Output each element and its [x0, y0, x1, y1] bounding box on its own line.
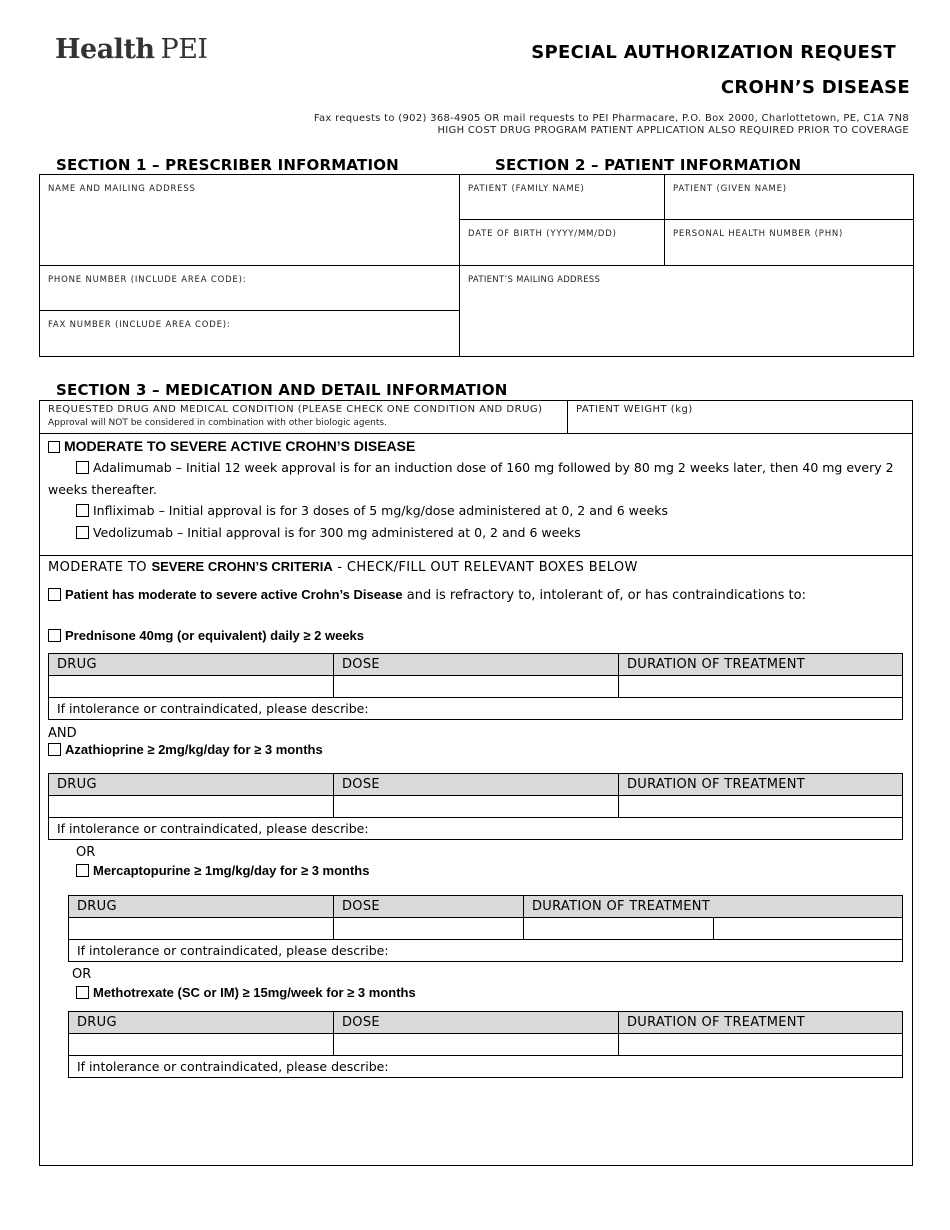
patient-mailing-address-field[interactable]: PATIENT’S MAILING ADDRESS	[468, 275, 601, 285]
azathioprine-option[interactable]: Azathioprine ≥ 2mg/kg/day for ≥ 3 months	[48, 742, 323, 757]
patient-criteria-option[interactable]: Patient has moderate to severe active Crohn’s Disease and is refractory to, intolerant of, or has contraindications to:	[48, 587, 806, 603]
methotrexate-option[interactable]: Methotrexate (SC or IM) ≥ 15mg/week for ≥ 3 months	[76, 985, 416, 1000]
drug-cell[interactable]	[69, 1034, 334, 1056]
col-drug: DRUG	[69, 896, 334, 918]
infliximab-option[interactable]: Infliximab – Initial approval is for 3 doses of 5 mg/kg/dose administered at 0, 2 and 6 weeks	[76, 503, 668, 518]
biologic-combination-note: Approval will NOT be considered in combination with other biologic agents.	[48, 418, 387, 428]
infliximab-checkbox[interactable]	[76, 504, 89, 517]
prescriber-name-address-field[interactable]: NAME AND MAILING ADDRESS	[48, 184, 196, 194]
col-dose: DOSE	[334, 896, 524, 918]
dose-cell[interactable]	[334, 918, 524, 940]
or-label-1: OR	[76, 845, 96, 860]
vedolizumab-checkbox[interactable]	[76, 526, 89, 539]
drug-cell[interactable]	[69, 918, 334, 940]
vedolizumab-option[interactable]: Vedolizumab – Initial approval is for 300 mg administered at 0, 2 and 6 weeks	[76, 525, 581, 540]
fax-instructions: Fax requests to (902) 368-4905 OR mail requests to PEI Pharmacare, P.O. Box 2000, Charlottetown, PE, C1A 7N8	[313, 113, 909, 124]
adalimumab-continuation: weeks thereafter.	[48, 482, 157, 497]
intolerance-field[interactable]: If intolerance or contraindicated, please describe:	[69, 940, 903, 962]
col-drug: DRUG	[49, 654, 334, 676]
criteria-heading: MODERATE TO SEVERE CROHN’S CRITERIA - CHECK/FILL OUT RELEVANT BOXES BELOW	[48, 559, 638, 575]
adalimumab-checkbox[interactable]	[76, 461, 89, 474]
prescriber-phone-field[interactable]: PHONE NUMBER (INCLUDE AREA CODE):	[48, 275, 247, 285]
duration-cell[interactable]	[619, 1034, 903, 1056]
col-duration: DURATION OF TREATMENT	[619, 654, 903, 676]
intolerance-field[interactable]: If intolerance or contraindicated, please describe:	[49, 698, 903, 720]
adalimumab-option[interactable]: Adalimumab – Initial 12 week approval is for an induction dose of 160 mg followed by 80 mg 2 weeks later, then 40 mg every 2	[76, 460, 894, 475]
section1-heading: SECTION 1 – PRESCRIBER INFORMATION	[56, 156, 399, 174]
or-label-2: OR	[72, 967, 92, 982]
methotrexate-table	[68, 1011, 903, 1078]
col-drug: DRUG	[49, 774, 334, 796]
mercaptopurine-checkbox[interactable]	[76, 864, 89, 877]
patient-given-name-field[interactable]: PATIENT (GIVEN NAME)	[673, 184, 787, 194]
col-dose: DOSE	[334, 1012, 619, 1034]
form-title: SPECIAL AUTHORIZATION REQUEST	[531, 42, 896, 63]
prednisone-option[interactable]: Prednisone 40mg (or equivalent) daily ≥ 2 weeks	[48, 628, 364, 643]
and-label: AND	[48, 726, 77, 741]
prednisone-table	[48, 653, 903, 720]
intolerance-field[interactable]: If intolerance or contraindicated, please describe:	[49, 818, 903, 840]
program-notice: HIGH COST DRUG PROGRAM PATIENT APPLICATION ALSO REQUIRED PRIOR TO COVERAGE	[437, 125, 909, 136]
methotrexate-checkbox[interactable]	[76, 986, 89, 999]
dose-cell[interactable]	[334, 1034, 619, 1056]
prednisone-checkbox[interactable]	[48, 629, 61, 642]
prescriber-fax-field[interactable]: FAX NUMBER (INCLUDE AREA CODE):	[48, 320, 231, 330]
col-duration: DURATION OF TREATMENT	[619, 774, 903, 796]
section3-heading: SECTION 3 – MEDICATION AND DETAIL INFORMATION	[56, 381, 508, 399]
azathioprine-table	[48, 773, 903, 840]
azathioprine-checkbox[interactable]	[48, 743, 61, 756]
col-duration: DURATION OF TREATMENT	[619, 1012, 903, 1034]
col-dose: DOSE	[334, 774, 619, 796]
mercaptopurine-table	[68, 895, 903, 962]
dose-cell[interactable]	[334, 676, 619, 698]
dose-cell[interactable]	[334, 796, 619, 818]
drug-cell[interactable]	[49, 796, 334, 818]
duration-cell[interactable]	[619, 796, 903, 818]
patient-criteria-checkbox[interactable]	[48, 588, 61, 601]
col-duration: DURATION OF TREATMENT	[524, 896, 903, 918]
intolerance-field[interactable]: If intolerance or contraindicated, please describe:	[69, 1056, 903, 1078]
section2-heading: SECTION 2 – PATIENT INFORMATION	[495, 156, 802, 174]
personal-health-number-field[interactable]: PERSONAL HEALTH NUMBER (PHN)	[673, 229, 844, 239]
mercaptopurine-option[interactable]: Mercaptopurine ≥ 1mg/kg/day for ≥ 3 months	[76, 863, 369, 878]
requested-drug-label: REQUESTED DRUG AND MEDICAL CONDITION (PLEASE CHECK ONE CONDITION AND DRUG)	[48, 404, 543, 415]
condition-checkbox[interactable]	[48, 441, 60, 453]
col-drug: DRUG	[69, 1012, 334, 1034]
drug-cell[interactable]	[49, 676, 334, 698]
patient-weight-field[interactable]: PATIENT WEIGHT (kg)	[576, 404, 693, 415]
condition-option[interactable]: MODERATE TO SEVERE ACTIVE CROHN’S DISEASE	[48, 438, 415, 454]
form-subtitle: CROHN’S DISEASE	[720, 77, 910, 98]
duration-extra-cell[interactable]	[714, 918, 903, 940]
patient-family-name-field[interactable]: PATIENT (FAMILY NAME)	[468, 184, 585, 194]
col-dose: DOSE	[334, 654, 619, 676]
duration-cell[interactable]	[619, 676, 903, 698]
date-of-birth-field[interactable]: DATE OF BIRTH (YYYY/MM/DD)	[468, 229, 617, 239]
duration-cell[interactable]	[524, 918, 714, 940]
health-pei-logo: Health PEI	[55, 34, 208, 65]
